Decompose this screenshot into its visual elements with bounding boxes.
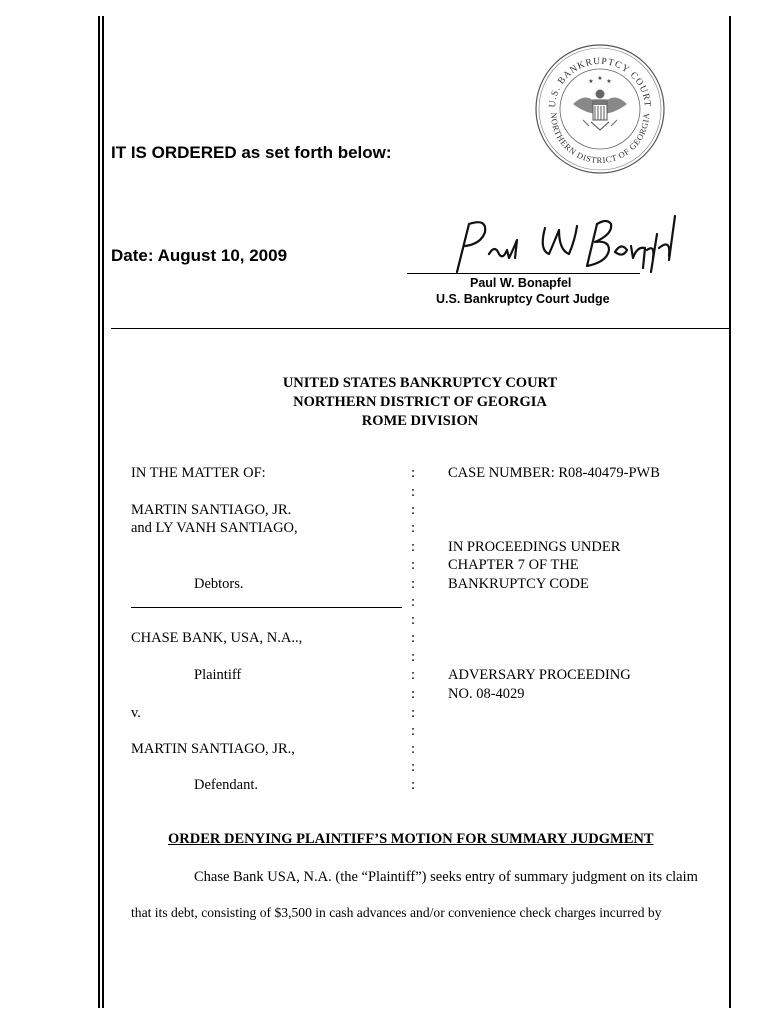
caption-in-the-matter: IN THE MATTER OF: [131, 465, 266, 481]
caption-proceedings-line-3: BANKRUPTCY CODE [448, 576, 589, 592]
order-date: Date: August 10, 2009 [111, 246, 288, 265]
caption-versus: v. [131, 705, 141, 721]
caption-colon: : [411, 594, 416, 610]
svg-text:★: ★ [588, 78, 594, 85]
caption-plaintiff-name: CHASE BANK, USA, N.A.., [131, 630, 303, 646]
caption-adversary-line-2: NO. 08-4029 [448, 686, 525, 702]
caption-defendant-name: MARTIN SANTIAGO, JR., [131, 741, 295, 757]
caption-colon: : [411, 667, 416, 683]
caption-case-number: CASE NUMBER: R08-40479-PWB [448, 465, 660, 481]
court-name: UNITED STATES BANKRUPTCY COURT [282, 375, 558, 391]
left-margin-line [98, 16, 100, 1008]
right-margin-line [729, 16, 731, 1008]
caption-colon: : [411, 741, 416, 757]
signer-name: Paul W. Bonapfel [470, 276, 572, 290]
court-seal [533, 42, 667, 176]
court-heading [111, 374, 729, 431]
caption-colon: : [411, 520, 416, 536]
caption-colon: : [411, 539, 416, 555]
order-title: ORDER DENYING PLAINTIFF’S MOTION FOR SUMMARY JUDGMENT [168, 831, 654, 847]
seal-top-text: U.S. BANKRUPTCY COURT [547, 56, 653, 109]
court-district: NORTHERN DISTRICT OF GEORGIA [293, 394, 547, 410]
left-margin-line-inner [102, 16, 104, 1008]
caption-colon: : [411, 576, 416, 592]
eagle-icon [573, 90, 627, 131]
caption-colon: : [411, 465, 416, 481]
court-division: ROME DIVISION [361, 413, 479, 429]
caption-colon: : [411, 649, 416, 665]
caption-adversary-line-1: ADVERSARY PROCEEDING [448, 667, 631, 683]
caption-colon: : [411, 759, 416, 775]
caption-debtor-2: and LY VANH SANTIAGO, [131, 520, 298, 536]
caption-colon: : [411, 484, 416, 500]
caption-defendant-label: Defendant. [194, 777, 259, 793]
signature-line [407, 273, 640, 274]
order-paragraph-line: Chase Bank USA, N.A. (the “Plaintiff”) seeks entry of summary judgment on its claim [194, 869, 698, 885]
signer-title: U.S. Bankruptcy Court Judge [436, 292, 610, 306]
seal-bottom-text: NORTHERN DISTRICT OF GEORGIA [548, 112, 652, 166]
caption-colon: : [411, 705, 416, 721]
caption-proceedings-line-1: IN PROCEEDINGS UNDER [448, 539, 621, 555]
caption-proceedings-line-2: CHAPTER 7 OF THE [448, 557, 579, 573]
caption-separator-line [131, 607, 402, 608]
caption-colon: : [411, 612, 416, 628]
caption-colon: : [411, 502, 416, 518]
caption-debtors-label: Debtors. [194, 576, 244, 592]
caption-plaintiff-label: Plaintiff [194, 667, 242, 683]
caption-debtor-1: MARTIN SANTIAGO, JR. [131, 502, 292, 518]
svg-text:★: ★ [606, 78, 612, 85]
caption-colon: : [411, 557, 416, 573]
header-divider [111, 328, 729, 329]
caption-colon: : [411, 723, 416, 739]
judge-signature [437, 210, 687, 280]
caption-colon: : [411, 777, 416, 793]
caption-colon: : [411, 630, 416, 646]
order-paragraph-line: that its debt, consisting of $3,500 in cash advances and/or convenience check charges incurred by [131, 905, 662, 920]
caption-colon: : [411, 686, 416, 702]
svg-text:★: ★ [597, 75, 603, 82]
ordered-heading: IT IS ORDERED as set forth below: [111, 143, 392, 162]
